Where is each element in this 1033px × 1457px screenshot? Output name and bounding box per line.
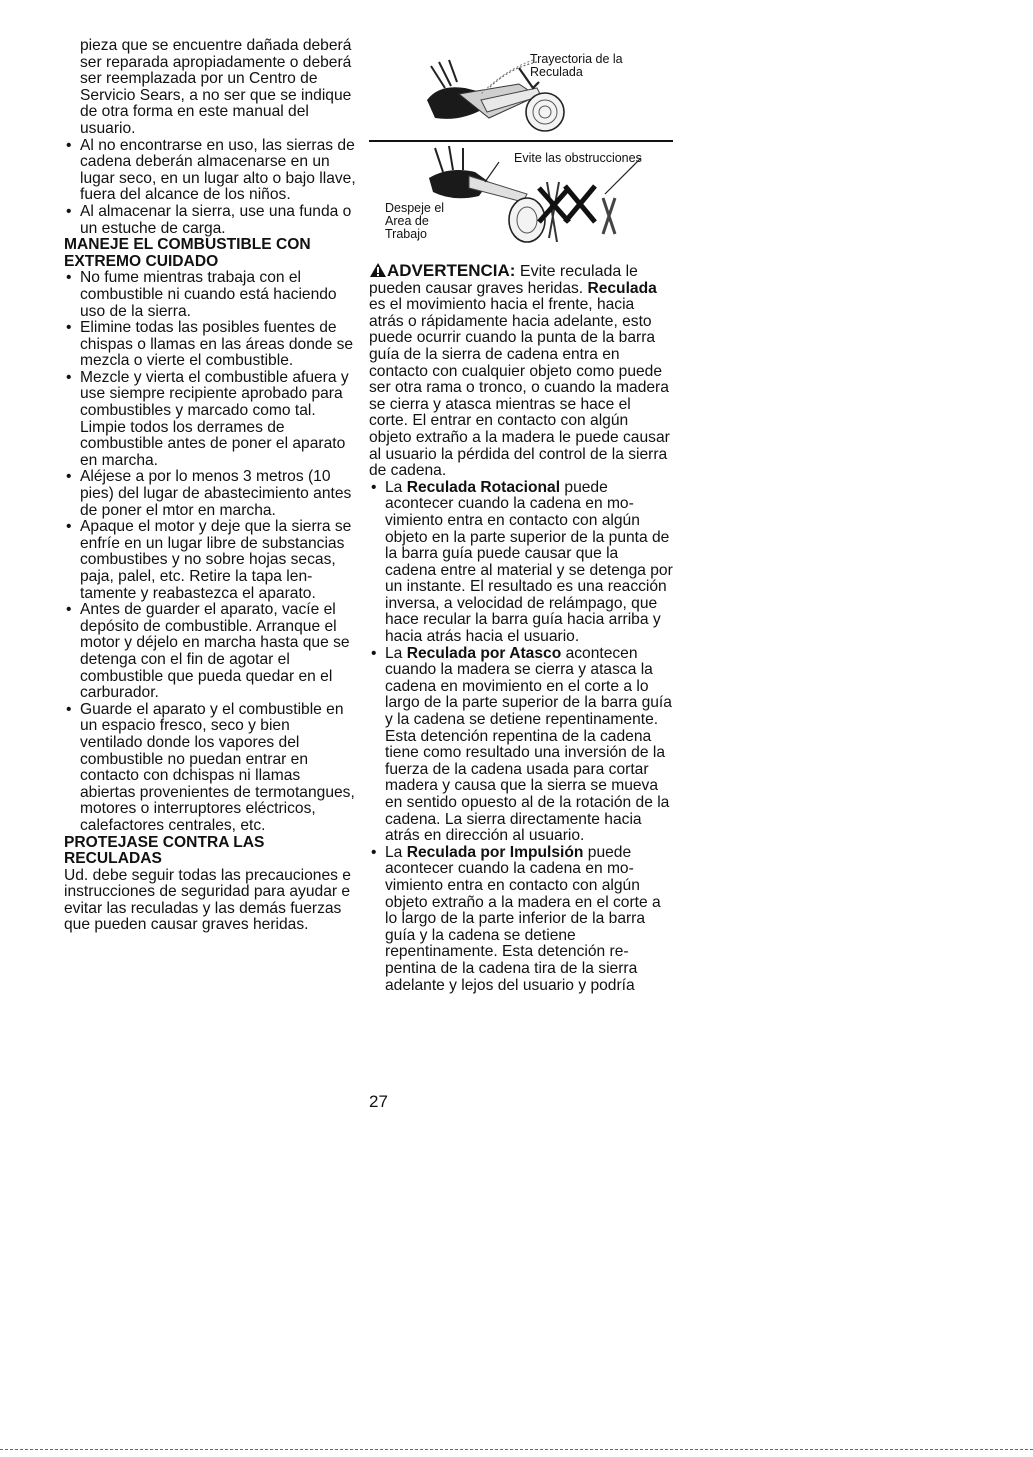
- storage-bullet-list: [64, 138, 356, 238]
- term-rotational-kickback: Reculada Rotacional: [406, 478, 561, 496]
- kickback-warning: [369, 262, 673, 480]
- right-column: [369, 38, 673, 994]
- kickback-types-list: [369, 480, 673, 994]
- list-item: • Al almacenar la sierra, use una funda o un estuche de carga.: [64, 204, 356, 237]
- fuel-heading: MANEJE EL COMBUSTIBLE CON EXTREMO CUIDADO: [64, 236, 311, 270]
- term-pinch-kickback: Reculada por Atasco: [406, 644, 562, 662]
- page-number: 27: [369, 1092, 388, 1111]
- bullet-text: acontecen cuando la madera se cierra y atasca la cadena en movimiento en el corte a lo largo de la parte superior de la barra guía y la cadena se detiene repentinamente. Esta detención repentina de la cadena tiene como resultado una inversión de la fuerza de la cadena usada para cortar madera y causa que la sierra se mueva en sentido opuesto al de la rotación de la cadena. La sierra directamente hacia atrás en dirección al usuario.: [385, 644, 672, 845]
- kickback-path-label: Trayectoria de la Reculada: [530, 52, 623, 79]
- list-item: [369, 845, 673, 994]
- list-item: [369, 646, 673, 845]
- avoid-obstructions-label: Evite las obstrucciones: [514, 151, 642, 165]
- warning-text-part2: es el movimiento hacia el frente, hacia atrás o rápidamente hacia adelante, esto puede ocurrir cuando la punta de la barra guía de la sierra de cadena entra en contacto con cualquier objeto como puede ser otra rama o tronco, o cuando la madera se cierra y atasca mientras se hace el corte. El entrar en contacto con algún objeto extraño a la madera le puede causar al usuario la pérdida del control de la sierra de cadena.: [369, 296, 670, 480]
- list-item: • Al no encontrarse en uso, las sierras de cadena deberán almacenarse en un lugar seco, en un lugar alto o bajo llave, fuera del alcance de los niños.: [64, 138, 356, 204]
- warning-title: ADVERTENCIA:: [387, 261, 516, 280]
- list-item: • Elimine todas las posibles fuentes de chispas o llamas en las áreas donde se mezcla o vierte el combustible.: [64, 320, 356, 370]
- list-item: • Aléjese a por lo menos 3 metros (10 pies) del lugar de abastecimiento antes de poner el mtor en marcha.: [64, 469, 356, 519]
- term-reculada: Reculada: [587, 279, 657, 297]
- list-item: • Mezcle y vierta el combustible afuera y use siempre recipiente aprobado para combustibles y marcado como tal. Limpie todos los derrames de combustible antes de poner el aparato en marcha.: [64, 370, 356, 470]
- clear-work-area-figure: [369, 142, 673, 260]
- warning-text-part1: le pueden causar graves heridas.: [369, 263, 638, 297]
- list-item: • Antes de guarder el aparato, vacíe el depósito de combustible. Arranque el motor y déjelo en marcha hasta que se detenga con el fin de agotar el combustible que pueda quedar en el carburador.: [64, 602, 356, 702]
- list-item: • Apaque el motor y deje que la sierra se enfríe en un lugar libre de substancias combustibes y no sobre hojas secas, paja, palel, etc. Retire la tapa lentamente y reabastezca el aparato.: [64, 519, 356, 602]
- fuel-bullet-list: [64, 270, 356, 834]
- bullet-prefix: La: [385, 843, 407, 861]
- kickback-heading: PROTEJASE CONTRA LAS RECULADAS: [64, 833, 265, 868]
- term-pull-kickback: Reculada por Impulsión: [406, 843, 584, 861]
- warning-lead: Evite reculada: [515, 263, 622, 280]
- warning-triangle-icon: [369, 262, 387, 278]
- bullet-prefix: La: [385, 478, 407, 496]
- kickback-intro: Ud. debe seguir todas las precauciones e instrucciones de seguridad para ayudar e evitar las reculadas y las demás fuerzas que pueden causar graves heridas.: [64, 866, 351, 934]
- list-item: • Guarde el aparato y el combustible en un espacio fresco, seco y bien ventilado donde los vapores del combustible no puedan entrar en contacto con dchispas ni llamas abiertas provenientes de termotangues, motores o interruptores eléctricos, calefactores centrales, etc.: [64, 702, 356, 835]
- bullet-text: puede acontecer cuando la cadena en movimiento entra en contacto con algún objeto extraño a la madera en el corte a lo largo de la parte inferior de la barra guía y la cadena se detiene repentinamente. Esta detención repentina de la cadena tira de la sierra adelante y lejos del usuario y podría: [385, 843, 661, 994]
- clear-work-area-label: Despeje el Area de Trabajo: [385, 201, 445, 241]
- bullet-prefix: La: [385, 644, 407, 662]
- list-item: • No fume mientras trabaja con el combustible ni cuando está haciendo uso de la sierra.: [64, 270, 356, 320]
- intro-continuation: pieza que se encuentre dañada deberá ser reparada apropiadamente o deberá ser reemplazada por un Centro de Servicio Sears, a no ser que se indique de otra forma en este manual del usuario.: [80, 37, 352, 137]
- left-column: [64, 38, 356, 934]
- kickback-path-figure: [369, 38, 673, 138]
- page-bottom-edge: [0, 1449, 1033, 1450]
- bullet-text: puede acontecer cuando la cadena en movimiento entra en contacto con algún objeto en la parte superior de la punta de la barra guía puede causar que la cadena entre al material y se detenga por un instante. El resultado es una reacción inversa, a velocidad de relámpago, que hace recular la barra guía hacia arriba y hacia atrás hacia el usuario.: [385, 478, 673, 646]
- list-item: [369, 480, 673, 646]
